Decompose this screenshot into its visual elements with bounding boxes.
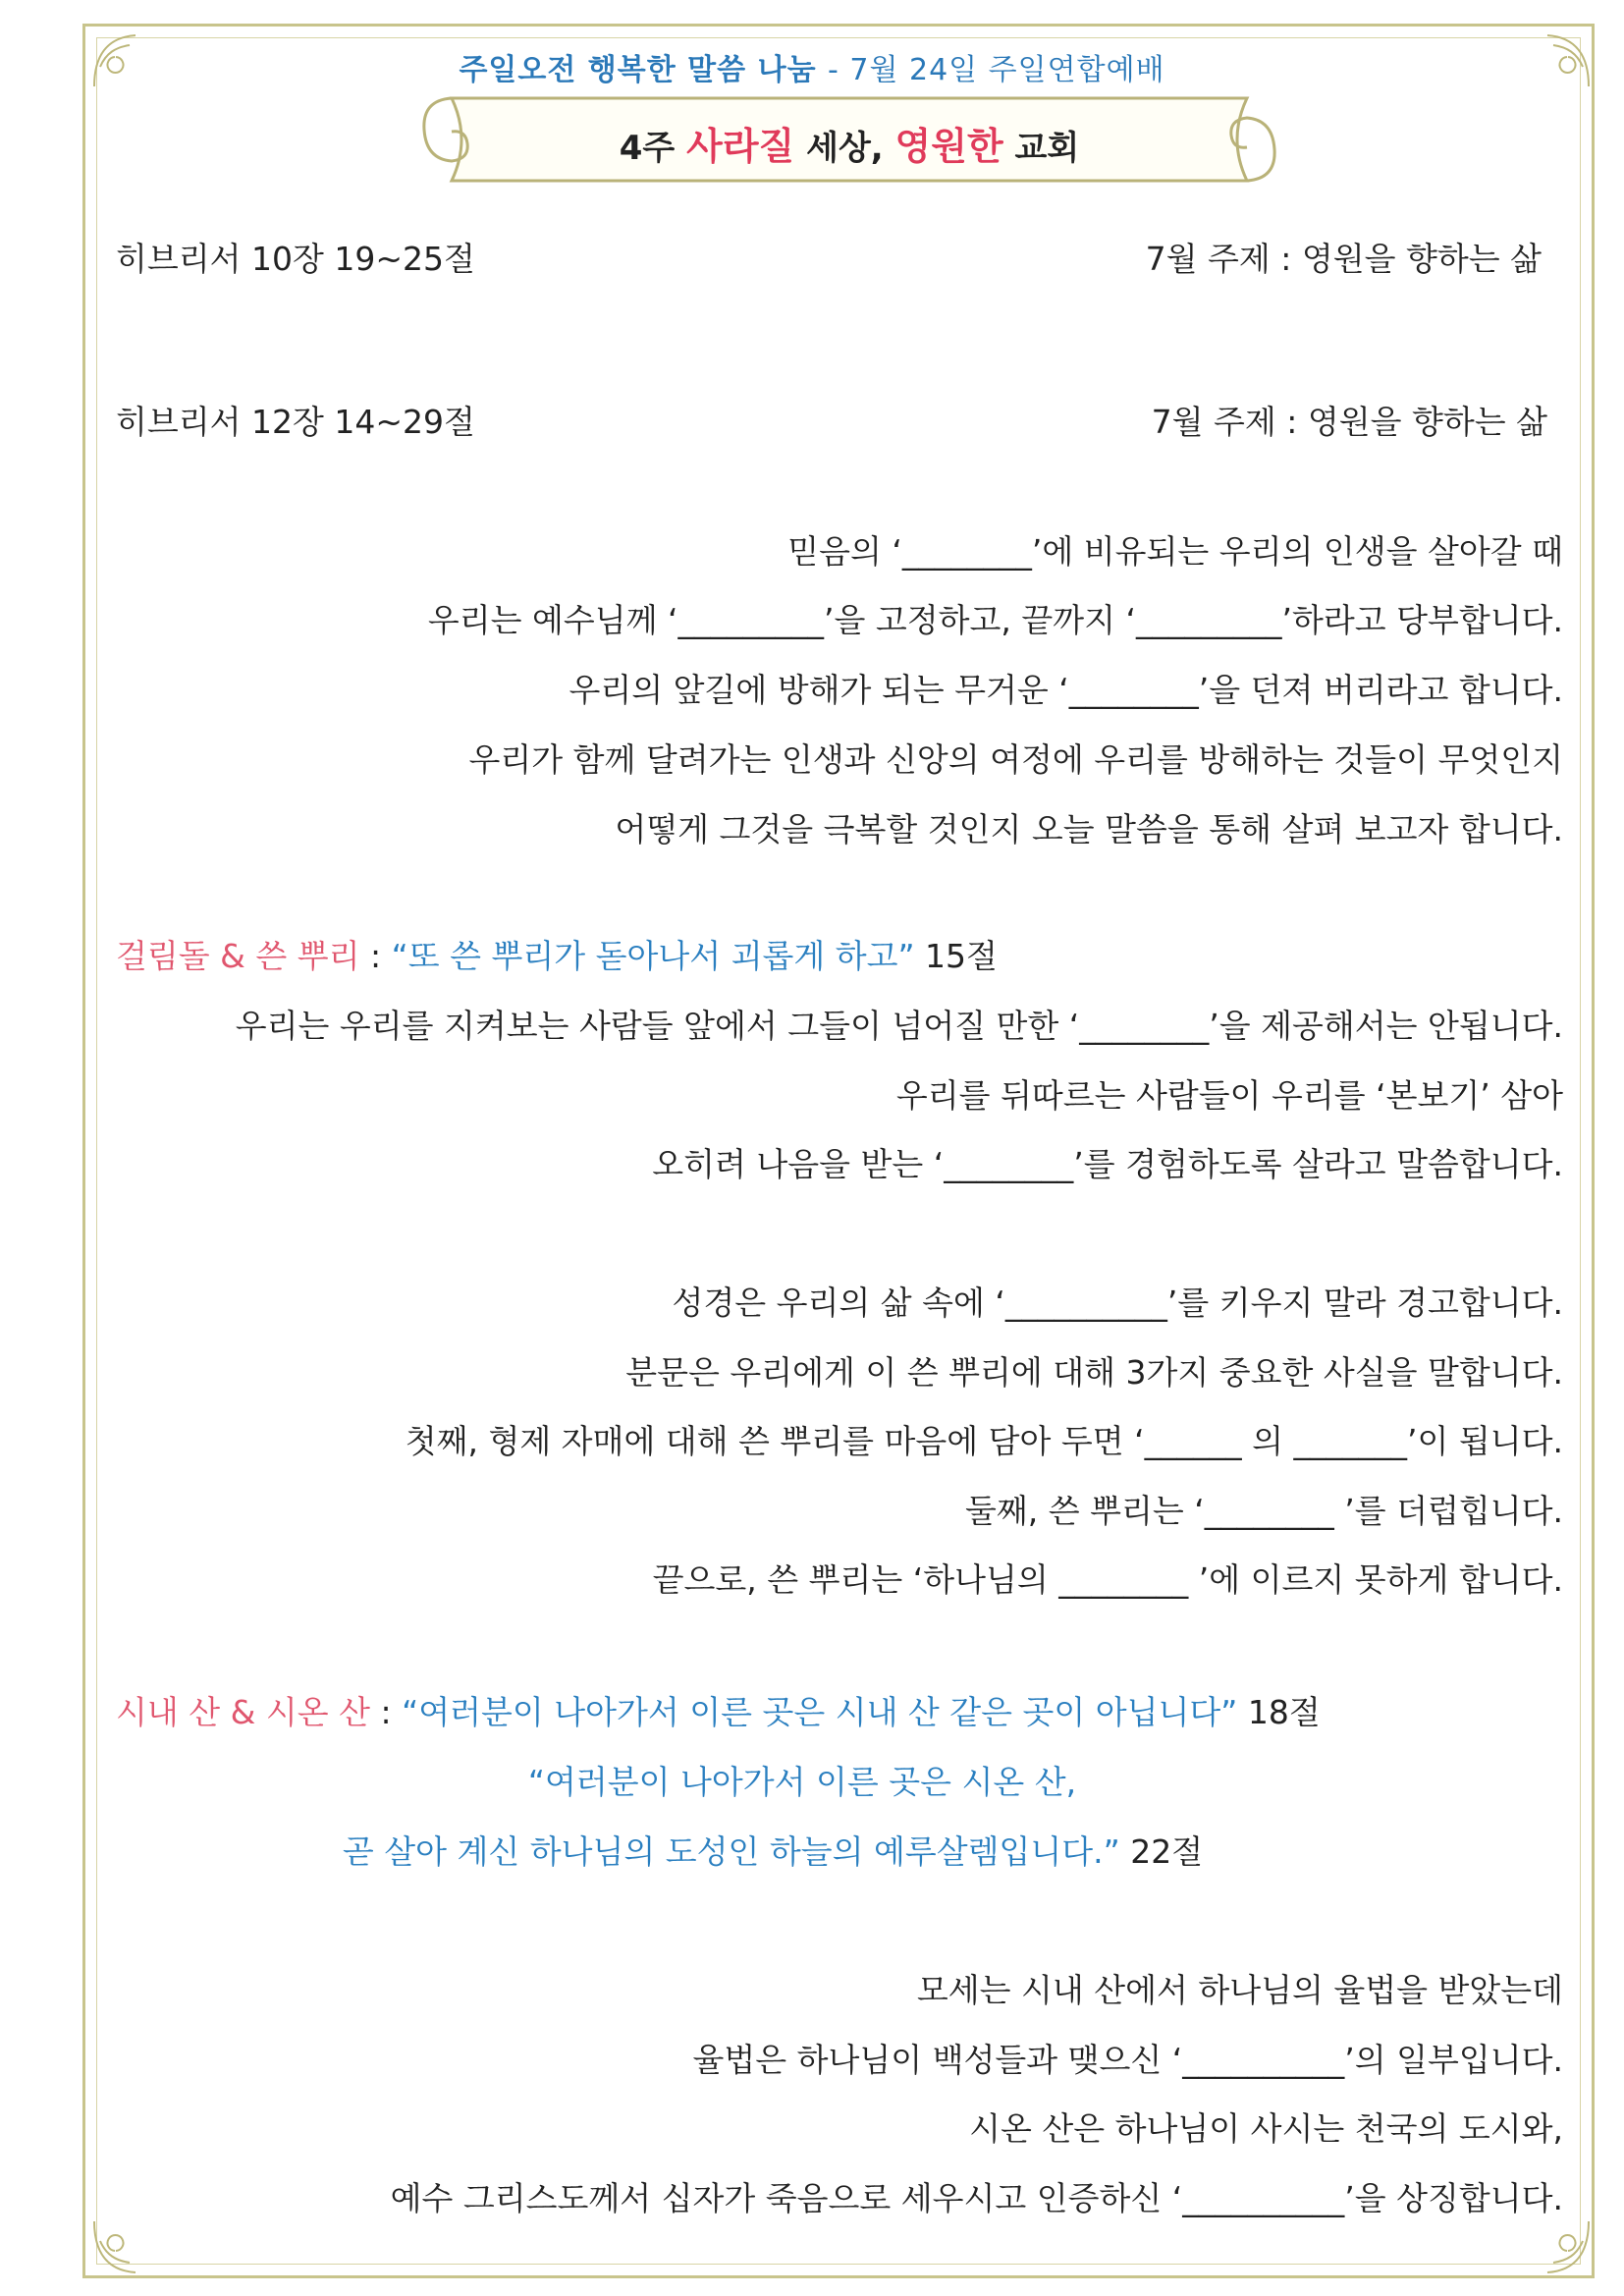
body-line: 첫째, 형제 자매에 대해 쓴 뿌리를 마음에 담아 두면 ‘______ 의 _______’이 됩니다.	[405, 1422, 1563, 1460]
verse-number: 18절	[1247, 1693, 1321, 1731]
sermon-word-disappear: 사라질	[686, 125, 795, 168]
body-line: 우리는 우리를 지켜보는 사람들 앞에서 그들이 넘어질 만한 ‘________’을 제공해서는 안됩니다.	[235, 1007, 1563, 1045]
body-line: 율법은 하나님이 백성들과 맺으신 ‘__________’의 일부입니다.	[692, 2041, 1563, 2079]
monthly-theme: 7월 주제 : 영원을 향하는 삶	[1151, 403, 1547, 441]
section-colon: :	[369, 937, 382, 975]
header-title: 주일오전 행복한 말씀 나눔	[459, 53, 817, 87]
header-title-line	[0, 45, 1624, 88]
corner-ornament-icon	[86, 2212, 155, 2280]
section-title: 걸림돌 & 쓴 뿌리	[116, 937, 360, 975]
intro-line: 믿음의 ‘________’에 비유되는 우리의 인생을 살아갈 때	[787, 532, 1563, 571]
section-heading	[116, 1691, 1321, 1734]
section-quote: 곧 살아 계신 하나님의 도성인 하늘의 예루살렘입니다.”	[342, 1832, 1120, 1871]
corner-ornament-icon	[1528, 2212, 1597, 2280]
section-colon: :	[380, 1693, 392, 1731]
verse-number: 15절	[925, 937, 998, 975]
body-line: 둘째, 쓴 뿌리는 ‘________ ’를 더럽힙니다.	[965, 1492, 1563, 1530]
section-heading	[116, 935, 998, 978]
intro-line: 우리는 예수님께 ‘_________’을 고정하고, 끝까지 ‘_________’하라고 당부합니다.	[427, 601, 1563, 639]
sermon-word-world: 세상,	[806, 129, 884, 168]
body-line: 분문은 우리에게 이 쓴 뿌리에 대해 3가지 중요한 사실을 말합니다.	[625, 1353, 1563, 1392]
intro-line: 우리의 앞길에 방해가 되는 무거운 ‘________’을 던져 버리라고 합니다.	[568, 671, 1563, 709]
quote-line	[0, 1831, 1585, 1874]
body-line: 시온 산은 하나님이 사시는 천국의 도시와,	[969, 2109, 1563, 2148]
body-line: 끝으로, 쓴 뿌리는 ‘하나님의 ________ ’에 이르지 못하게 합니다.	[652, 1560, 1563, 1599]
sermon-word-eternal: 영원한	[894, 125, 1003, 168]
sermon-week: 4주	[619, 129, 676, 168]
section-quote: “여러분이 나아가서 이른 곳은 시온 산,	[527, 1763, 1077, 1801]
sermon-title	[412, 116, 1286, 170]
scripture-ref: 히브리서 12장 14~29절	[116, 403, 475, 441]
sermon-word-church: 교회	[1014, 129, 1080, 168]
scripture-ref: 히브리서 10장 19~25절	[116, 240, 475, 278]
intro-line: 어떻게 그것을 극복할 것인지 오늘 말씀을 통해 살펴 보고자 합니다.	[615, 810, 1563, 848]
body-line: 예수 그리스도께서 십자가 죽음으로 세우시고 인증하신 ‘__________’을 상징합니다.	[390, 2179, 1563, 2217]
monthly-theme: 7월 주제 : 영원을 향하는 삶	[1145, 240, 1542, 278]
body-line: 오히려 나음을 받는 ‘________’를 경험하도록 살라고 말씀합니다.	[652, 1145, 1563, 1183]
header-date: - 7월 24일 주일연합예배	[828, 53, 1165, 87]
intro-line: 우리가 함께 달려가는 인생과 신앙의 여정에 우리를 방해하는 것들이 무엇인지	[468, 740, 1563, 779]
body-line: 모세는 시내 산에서 하나님의 율법을 받았는데	[916, 1971, 1563, 2009]
body-line: 성경은 우리의 삶 속에 ‘__________’를 키우지 말라 경고합니다.	[672, 1284, 1563, 1322]
verse-number: 22절	[1130, 1832, 1204, 1871]
body-line: 우리를 뒤따르는 사람들이 우리를 ‘본보기’ 삼아	[895, 1076, 1563, 1115]
section-quote: “여러분이 나아가서 이른 곳은 시내 산 같은 곳이 아닙니다”	[402, 1693, 1238, 1731]
quote-line	[0, 1761, 1614, 1804]
section-quote: “또 쓴 뿌리가 돋아나서 괴롭게 하고”	[391, 937, 915, 975]
section-title: 시내 산 & 시온 산	[116, 1693, 370, 1731]
